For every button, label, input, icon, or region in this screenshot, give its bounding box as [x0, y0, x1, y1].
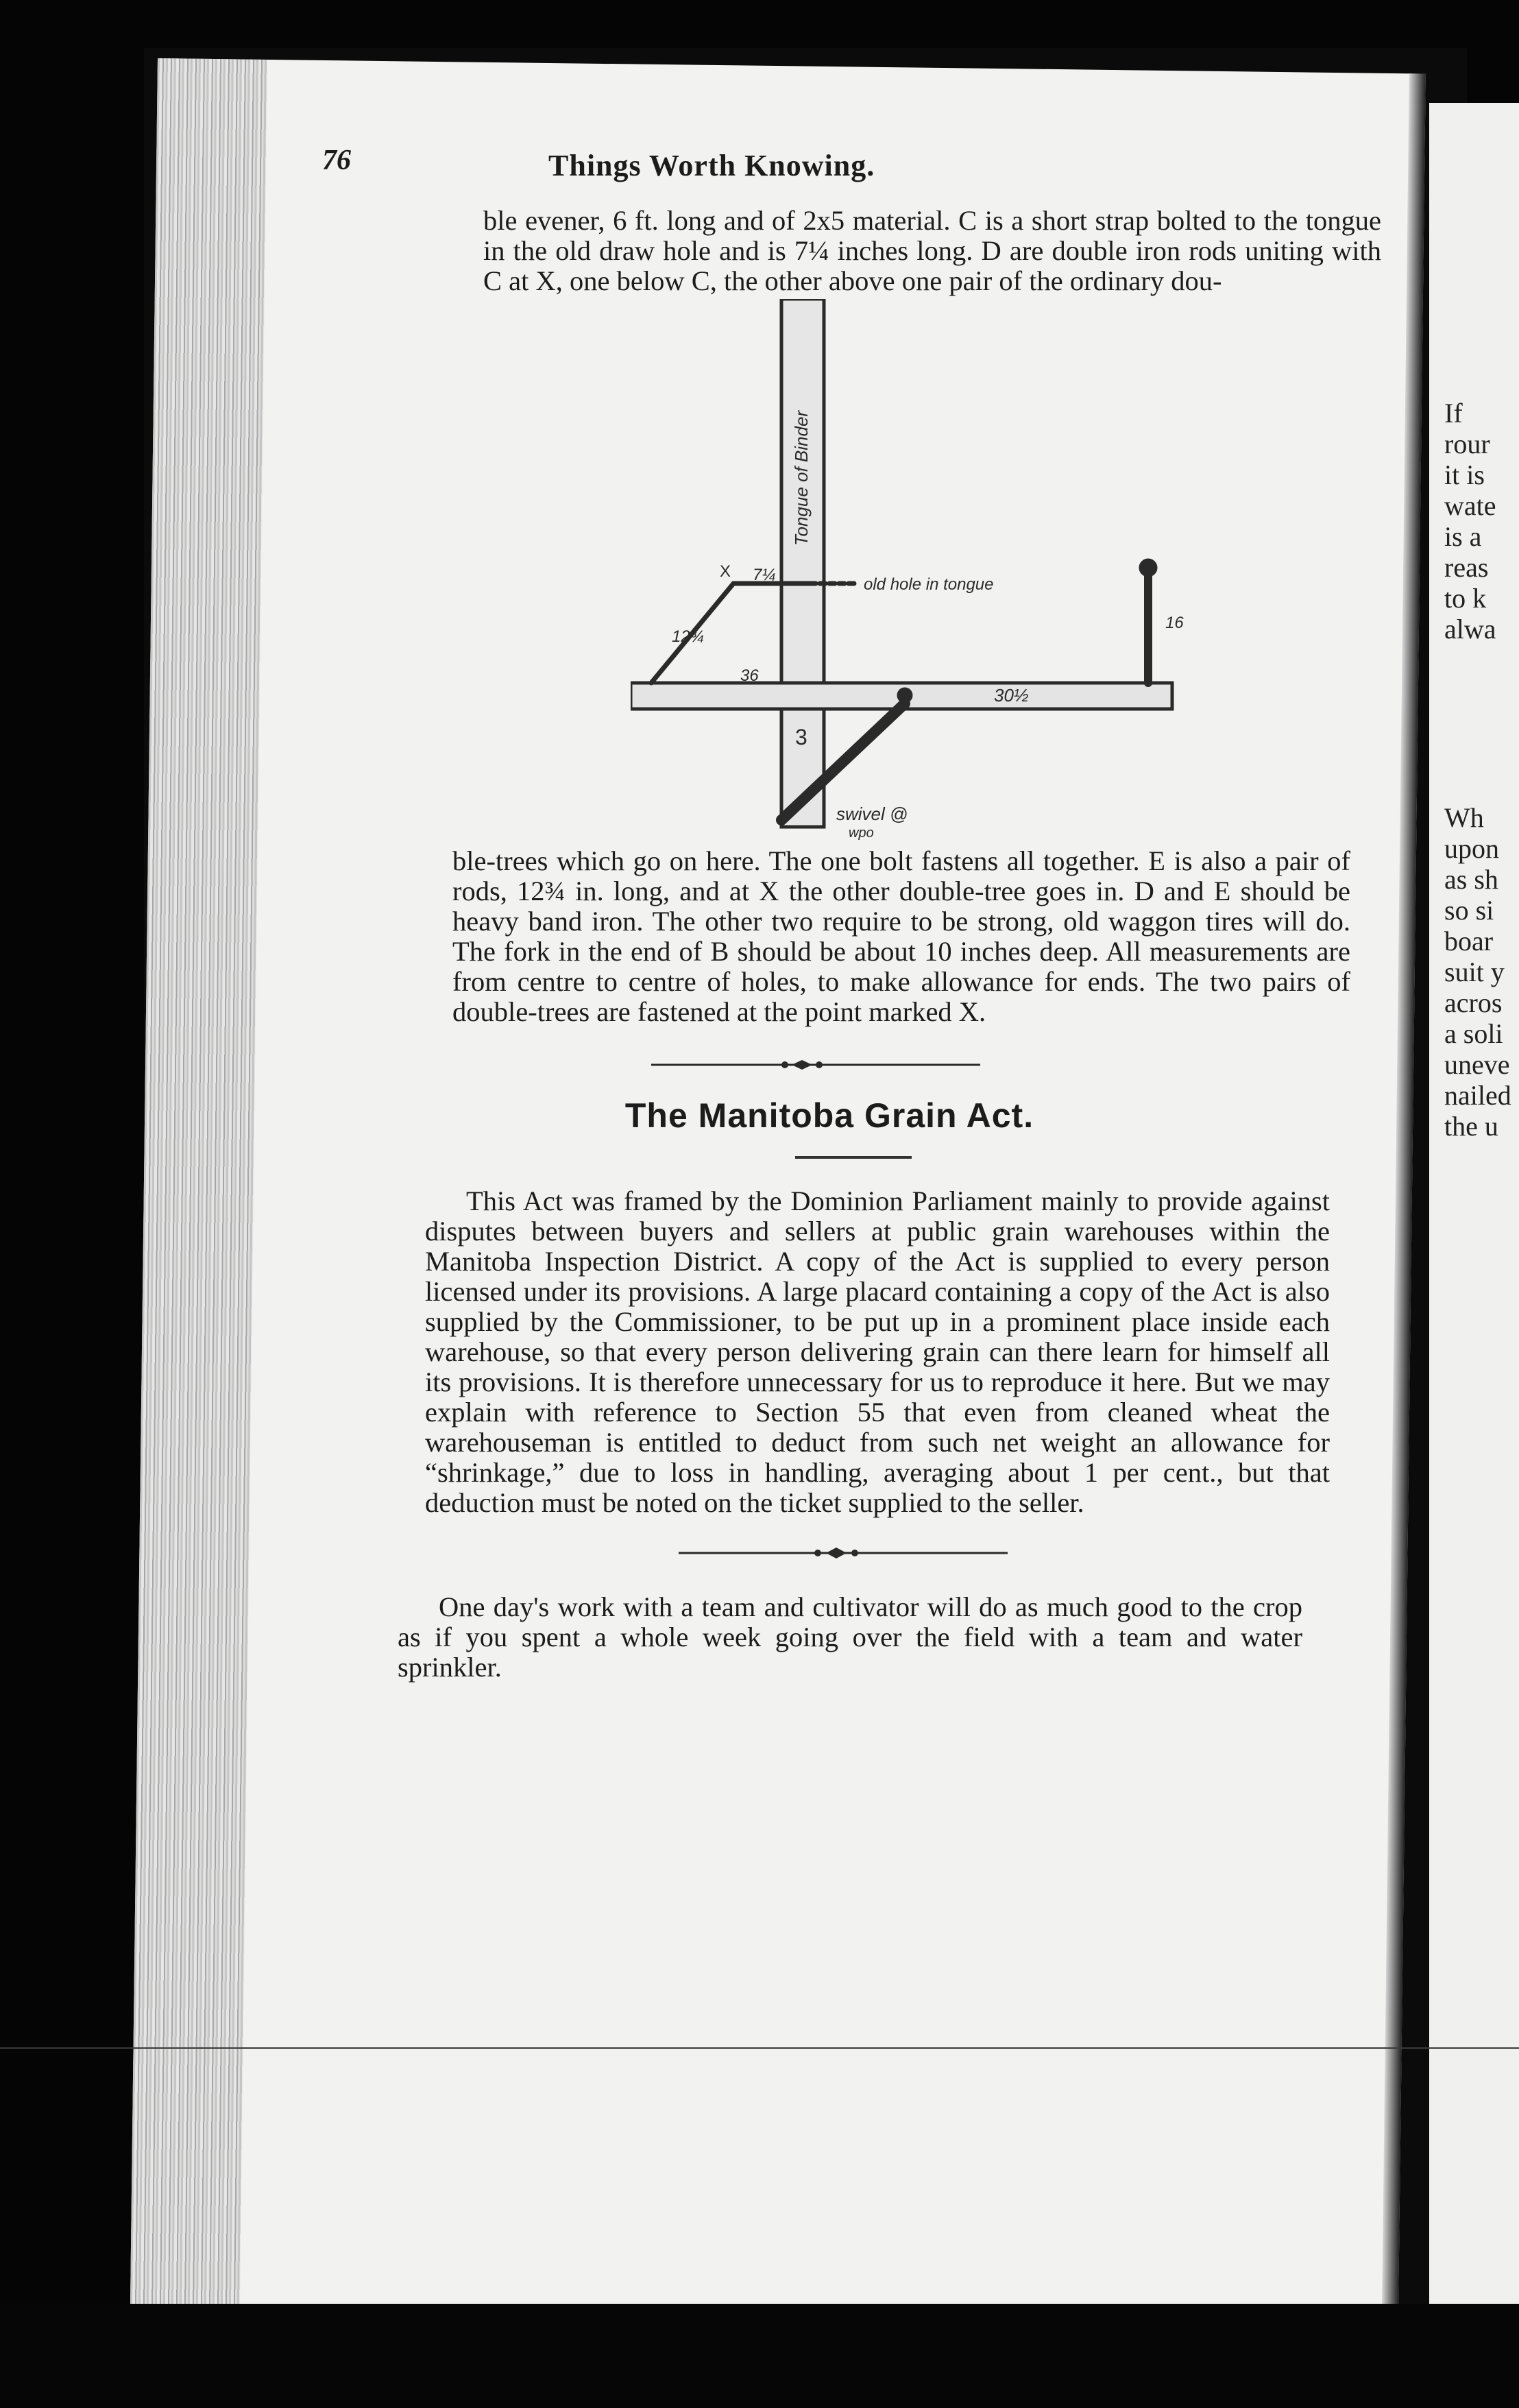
center-bolt	[899, 690, 910, 701]
label-swivel-sub: wpo	[849, 826, 874, 841]
ornament-icon	[679, 1543, 1008, 1563]
right-page-line: wate	[1444, 490, 1496, 521]
right-page-line: uneve	[1444, 1049, 1510, 1080]
ornament-icon	[651, 1055, 980, 1075]
right-page-line: boar	[1444, 926, 1494, 956]
section-title: The Manitoba Grain Act.	[624, 1096, 1034, 1135]
right-page-line: alwa	[1444, 614, 1496, 645]
evener-diagram	[631, 299, 1426, 841]
label-tongue: Tongue of Binder	[791, 410, 812, 546]
right-page-line: Wh	[1444, 802, 1484, 833]
bottom-shadow	[0, 2304, 1519, 2408]
label-bar-right: 30½	[994, 685, 1029, 706]
right-page-line: acros	[1444, 987, 1503, 1018]
right-page-line: If	[1444, 398, 1463, 429]
label-swivel: swivel @	[836, 804, 908, 824]
right-page-line: nailed	[1444, 1080, 1511, 1111]
right-page-line: rour	[1444, 429, 1490, 459]
right-page-line: a soli	[1444, 1018, 1503, 1049]
label-c-length: 7¼	[753, 566, 776, 584]
right-bolt	[1141, 561, 1155, 575]
scan-artifact-line	[0, 2047, 1519, 2049]
right-page-line: is a	[1444, 521, 1482, 552]
paragraph-after-figure: ble-trees which go on here. The one bolt fastens all together. E is also a pair of rods, 12¾ in. long, and at X the other double-tree goes in. D and E should be heavy band iron. The other two require to be strong, old waggon tires will do. The fork in the end of B should be about 10 inches deep. All measurements are from centre to centre of holes, to make allowance for ends. The two pairs of double-trees are fastened at the point marked X.	[452, 845, 1350, 1027]
right-page-line: suit y	[1444, 956, 1505, 987]
grain-act-paragraph: This Act was framed by the Dominion Parliament mainly to provide against disputes between buyers and sellers at public grain warehouses within the Manitoba Inspection District. A copy of the Act is supplied to every person licensed under its provisions. A large placard containing a copy of the Act is also supplied by the Commissioner, to be put up in a prominent place inside each warehouse, so that every person delivering grain can there learn for himself all its provisions. It is therefore unnecessary for us to reproduce it here. But we may explain with reference to Section 55 that even from cleaned wheat the warehouseman is entitled to deduct from such net weight an allowance for “shrinkage,” due to loss in handling, averaging about 1 per cent., but that deduction must be noted on the ticket supplied to the seller.	[425, 1185, 1330, 1518]
ornamental-divider-2	[679, 1543, 1008, 1563]
right-page-line: reas	[1444, 552, 1489, 583]
label-old-hole: old hole in tongue	[864, 575, 994, 594]
right-page-line: so si	[1444, 895, 1494, 926]
right-page-fragment	[1429, 103, 1519, 2324]
label-bar-left: 36	[740, 666, 759, 685]
label-x-mark: X	[720, 562, 731, 581]
right-page-line: upon	[1444, 833, 1499, 864]
label-left-length: 12¾	[672, 627, 704, 646]
evener-diagram-figure	[631, 299, 1426, 841]
intro-paragraph: ble evener, 6 ft. long and of 2x5 material. C is a short strap bolted to the tongue in the old draw hole and is 7¼ inches long. D are double iron rods uniting with C at X, one below C, the other above one pair of the ordinary dou-	[483, 205, 1381, 296]
page-number: 76	[322, 145, 351, 176]
ornamental-divider	[651, 1055, 980, 1075]
running-head	[322, 144, 1392, 206]
page-content	[322, 144, 1392, 1683]
right-page-line: the u	[1444, 1111, 1498, 1142]
right-page-line: it is	[1444, 459, 1485, 490]
right-page-line: to k	[1444, 583, 1487, 614]
section-body	[425, 1186, 1330, 1518]
running-title: Things Worth Knowing.	[548, 149, 875, 182]
closing-paragraph: One day's work with a team and cultivator will do as much good to the crop as if you spent a whole week going over the field with a team and water sprinkler.	[398, 1591, 1302, 1683]
label-right-length: 16	[1165, 614, 1184, 632]
right-page-line: as sh	[1444, 864, 1498, 895]
title-rule	[795, 1156, 912, 1159]
label-tongue-mark: 3	[795, 725, 807, 749]
